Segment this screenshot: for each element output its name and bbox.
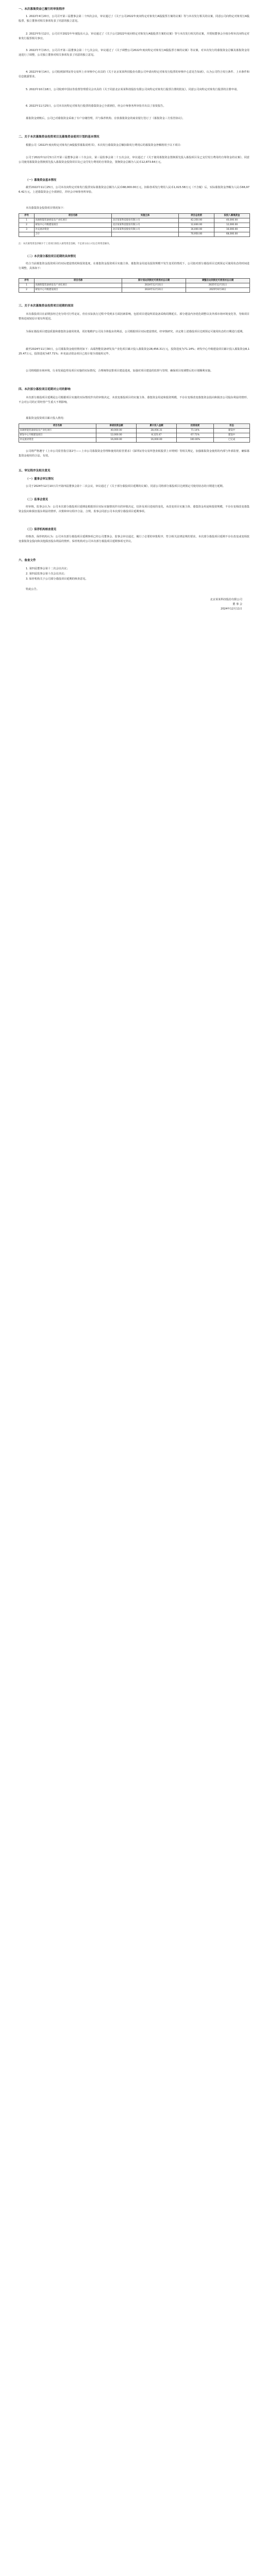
table-cell: 北京某某科技股份有限公司 [112, 228, 179, 232]
table-cell: 67.71% [177, 433, 214, 438]
table-cell: 42,350.00 [179, 218, 214, 223]
paragraph: 6. 2022年11月25日，公司本次向特定对象发行股票的募集资金已全部到位，经会计师事务所审验并出具了验资报告。 [26, 105, 166, 108]
section-heading: 六、备查文件 [19, 559, 36, 562]
table-cell: 2 [19, 288, 35, 293]
subsection-heading: （二）监事会意见 [26, 498, 48, 501]
table-cell: 16,000.00 [179, 228, 214, 232]
progress-table [19, 423, 250, 443]
paragraph: 公司于2024年12月10日召开第四届董事会第十二次会议，审议通过了《关于部分募投项目延期的议案》，同意公司将部分募投项目达到预定可使用状态的日期进行延期。 [26, 485, 225, 488]
paragraph: 2. 2022年5月12日，公司召开2021年年度股东大会，审议通过了《关于公司2022年度向特定对象发行A股股票方案的议案》等与本次发行相关的议案，并授权董事会全权办理本次向特定对象发行股票相关事宜。 [19, 32, 249, 40]
table-cell: 1 [19, 283, 35, 288]
table-cell: 补充流动资金 [35, 228, 112, 232]
table-cell: 40,000.00 [96, 429, 137, 433]
table-cell: 3 [19, 228, 35, 232]
table-cell: 16,000.00 [137, 438, 177, 443]
table-caption: 本次募集资金投资项目情况如下： [26, 207, 66, 210]
paragraph: 公司将根据市场环境、行业发展趋势及项目实施的实际情况，合理统筹安排项目建设进度，加强对项目建设的监督与管理，确保项目按调整后的计划顺利实施。 [26, 369, 213, 372]
subsection-heading: （二）本次部分募投项目延期的具体情况 [26, 255, 76, 258]
table-header: 投资进度 [177, 424, 214, 429]
paragraph: 本次部分募投项目延期是公司根据项目实施的实际情况作出的审慎决定，未改变募投项目的实施主体、募集资金用途和投资规模，不存在变相改变募集资金投向和损害公司股东利益的情形，不会对公司的正常经营产生重大不利影响。 [19, 396, 249, 404]
table-cell: 1 [19, 218, 35, 223]
table-row [19, 232, 250, 237]
table-row [19, 218, 250, 223]
delay-table [19, 278, 250, 293]
appendix-item: 1. 第四届董事会第十二次会议决议； [26, 567, 70, 570]
signature-block [210, 598, 242, 612]
table-header: 拟投入募集资金 [214, 214, 250, 218]
section-heading: 二、关于本次募集资金投资项目及募集资金使用计划的基本情况 [19, 135, 99, 139]
table-cell: 高端智能装备研发及产业化项目 [35, 218, 112, 223]
table-cell: 68,000.00 [214, 232, 250, 237]
signature-date: 2024年12月11日 [221, 607, 242, 611]
table-cell: 2025年12月31日 [186, 283, 250, 288]
table-cell [19, 232, 35, 237]
appendix-item: 2. 第四届监事会第十次会议决议； [26, 572, 67, 575]
table-header: 承诺投资总额 [96, 424, 137, 429]
table-cell: 100.00% [177, 438, 214, 443]
table-row [19, 438, 250, 443]
table-cell: 8,125.47 [137, 433, 177, 438]
table-header: 实施主体 [112, 214, 179, 218]
projects-table [19, 213, 250, 237]
table-cell: 高端智能装备研发及产业化项目 [19, 429, 96, 433]
table-cell: 12,000.00 [214, 223, 250, 228]
paragraph: 经审核，监事会认为：公司本次部分募投项目延期是根据项目实际实施情况作出的审慎决定，仅涉及项目进度的变化，未改变项目实施主体、募集资金用途和投资规模，不存在变相改变募集资金投向和损害股东利益的情形，决策和审议程序合法、合规。监事会同意公司本次部分募投项目延期事项。 [19, 505, 249, 513]
paragraph: 经核查，保荐机构认为：公司本次部分募投项目延期事项已经公司董事会、监事会审议通过，履行了必要的审批程序，符合相关法律法规的要求。本次部分募投项目延期不存在改变或变相改变募集资金投向和其他损害股东利益的情形。保荐机构对公司本次部分募投项目延期事项无异议。 [19, 535, 249, 543]
table-cell: 北京某某科技股份有限公司 [112, 218, 179, 223]
section-heading: 三、关于本次募集资金投资项目延期的原因 [19, 304, 74, 308]
section-heading: 五、审议程序及相关意见 [19, 469, 51, 472]
subsection-heading: （三）保荐机构核查意见 [26, 528, 57, 531]
table-cell: 12,000.00 [96, 433, 137, 438]
paragraph: 3. 2022年7月15日，公司召开第三届董事会第二十七次会议，审议通过了《关于调整公司2022年度向特定对象发行A股股票方案的议案》等议案，对本次发行的募集资金总额及募集资金用途进行了调整，公司独立董事对相关事项发表了同意的独立意见。 [19, 49, 249, 57]
table-cell: 北京某某科技股份有限公司 [112, 223, 179, 228]
table-cell: 建设中 [214, 433, 250, 438]
paragraph: 根据公司《2022年度向特定对象发行A股股票募集说明书》，本次发行募集资金总额扣除发行费用后的募集资金净额将用于以下项目： [26, 144, 183, 147]
table-row [19, 288, 250, 293]
table-cell: 70,950.00 [179, 232, 214, 237]
paragraph: 截至2024年11月30日，公司募集资金使用情况如下：高端智能装备研发及产业化项目累计投入募集资金28,456.31万元，投资进度为71.14%；研发中心升级建设项目累计投入募集资金8,125.47万元，投资进度为67.71%；补充流动资金项目已按计划全部使用完毕。 [19, 348, 249, 355]
table-cell: 研发中心升级建设项目 [35, 288, 122, 293]
table-header: 原计划达到预定可使用状态日期 [122, 279, 186, 283]
closing-text: 特此公告。 [26, 588, 39, 591]
table-row [19, 433, 250, 438]
paragraph: 募集资金到账后，公司已对募集资金采取了专户存储管理，并与保荐机构、存放募集资金的商业银行签订了《募集资金三方监管协议》。 [26, 117, 185, 120]
paragraph: 为保证募投项目建设质量和募集资金使用效果，更好地维护公司及全体股东的利益，公司根据项目实际建设情况，经审慎研究，决定将上述募投项目达到预定可使用状态的日期进行延期。 [26, 330, 245, 333]
paragraph: 1. 2022年4月20日，公司召开第三届董事会第二十四次会议，审议通过了《关于公司2022年度向特定对象发行A股股票方案的议案》等与本次发行相关的议案，同意公司向特定对象发行A股股票，独立董事对相关事项发表了同意的独立意见。 [19, 15, 249, 23]
paragraph: 截至2022年11月25日，公司本次向特定对象发行股票实际募集资金总额为人民币68,000.00万元，扣除各项发行费用人民币1,023.58万元（不含税）后，实际募集资金净额为人民币66,976.42万元。上述募集资金已全部到位，并经会计师事务所审验。 [19, 186, 249, 194]
table-cell: 补充流动资金 [19, 438, 96, 443]
table-cell: 2 [19, 223, 35, 228]
table-note: 注：本次募集资金净额少于上述项目拟投入募集资金金额，不足部分由公司以自筹资金解决。 [19, 243, 112, 245]
signature-board: 董 事 会 [232, 603, 242, 606]
paragraph: 4. 2022年9月14日，公司收到深圳证券交易所上市审核中心出具的《关于北京某某科技股份有限公司申请向特定对象发行股票的审核中心意见告知函》，认为公司符合发行条件、上市条件和信息披露要求。 [19, 71, 249, 78]
table-cell: 28,456.31 [137, 429, 177, 433]
table-cell: 合计 [35, 232, 112, 237]
table-cell: 研发中心升级建设项目 [35, 223, 112, 228]
table-row [19, 429, 250, 433]
table-cell: 2025年6月30日 [186, 288, 250, 293]
table-cell: 16,000.00 [214, 228, 250, 232]
table-row [19, 283, 250, 288]
signature-company: 北京某某科技股份有限公司 [210, 598, 242, 601]
table-cell: 高端智能装备研发及产业化项目 [35, 283, 122, 288]
paragraph: 5. 2022年10月18日，公司收到中国证券监督管理委员会出具的《关于同意北京某某科技股份有限公司向特定对象发行股票注册的批复》，同意公司向特定对象发行股票的注册申请。 [26, 88, 240, 91]
table-header: 序号 [19, 279, 35, 283]
table-cell: 2024年12月31日 [122, 283, 186, 288]
section-heading: 一、本次募集资金已履行的审批程序 [19, 8, 65, 11]
table-header: 累计投入金额 [137, 424, 177, 429]
table-cell: 研发中心升级建设项目 [19, 433, 96, 438]
subsection-heading: （一）募集资金基本情况 [26, 179, 57, 182]
table-header: 项目名称 [35, 214, 112, 218]
paragraph: 本次募投项目在前期虽经过充分的可行性论证，但在实际执行过程中受到多方面因素影响，包括项目建设所需设备采购周期延长、部分建设内容优化调整以及外部市场环境变化等，导致项目整体进度较原计划有所延迟。 [19, 313, 249, 320]
table-cell: 建设中 [214, 429, 250, 433]
table-cell: 2024年12月31日 [122, 288, 186, 293]
table-header: 调整后达到预定可使用状态日期 [186, 279, 250, 283]
table-caption: 募集资金投资项目累计投入情况： [26, 417, 66, 420]
table-row [19, 228, 250, 232]
table-header: 项目名称 [19, 424, 96, 429]
paragraph: 公司于2022年12月5日召开第三届董事会第三十次会议、第三届监事会第二十五次会议，审议通过了《关于使用募集资金置换预先投入募投项目及已支付发行费用的自筹资金的议案》，同意公司使用募集资金置换预先投入募集资金投资项目及已支付发行费用的自筹资金，置换资金总额为人民币12,873.64万元。 [19, 156, 249, 164]
table-cell: 71.14% [177, 429, 214, 433]
paragraph: 公司将严格遵守《上市公司监管指引第2号——上市公司募集资金管理和使用的监管要求》《深圳证券交易所创业板股票上市规则》等相关规定，加强募集资金使用的内部与外部监督，确保募集资金使用的合法、有效。 [19, 450, 249, 457]
table-cell [112, 232, 179, 237]
table-header: 状态 [214, 424, 250, 429]
table-cell: 12,600.00 [179, 223, 214, 228]
paragraph: 结合当前募集资金投资项目的实际建设情况和投资进度，在募集资金投资项目实施主体、募集资金用途及投资规模不发生变更的情况下，公司拟对部分募投项目达到预定可使用状态的时间进行调整，具体如下： [19, 262, 249, 270]
table-cell: 已完成 [214, 438, 250, 443]
table-header: 序号 [19, 214, 35, 218]
table-header: 项目名称 [35, 279, 122, 283]
subsection-heading: （一）董事会审议情况 [26, 478, 54, 481]
section-heading: 四、本次部分募投项目延期对公司的影响 [19, 388, 71, 391]
table-row [19, 223, 250, 228]
appendix-item: 3. 保荐机构关于公司部分募投项目延期的核查意见。 [26, 578, 88, 581]
table-cell: 40,000.00 [214, 218, 250, 223]
table-header: 项目总投资 [179, 214, 214, 218]
table-cell: 16,000.00 [96, 438, 137, 443]
